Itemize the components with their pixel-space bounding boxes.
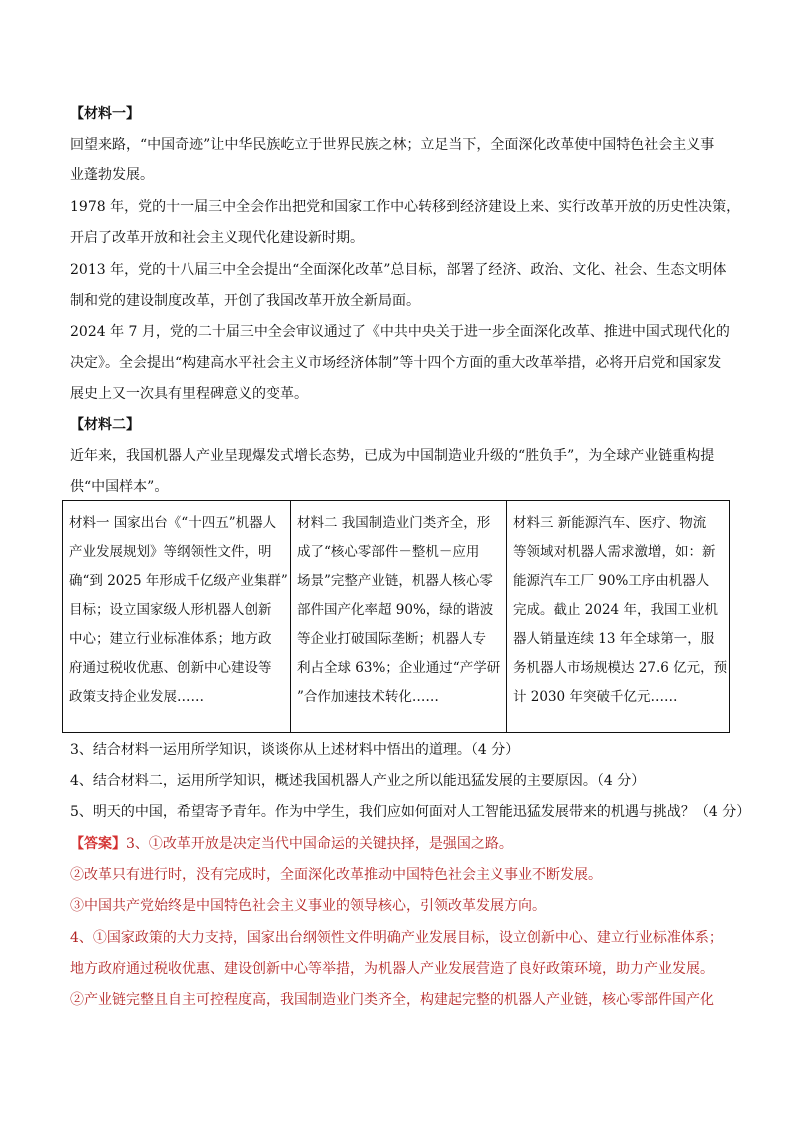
table-cell-material-2 xyxy=(290,501,506,732)
table-cell-line: 府通过税收优惠、创新中心建设等 xyxy=(69,660,272,676)
question-5: 5、明天的中国，希望寄予青年。作为中学生，我们应如何面对人工智能迅猛发展带来的机遇与挑战？（4 分） xyxy=(70,804,751,820)
material1-line: 制和党的建设制度改革，开创了我国改革开放全新局面。 xyxy=(70,293,420,309)
table-cell-line: 计 2030 年突破千亿元…… xyxy=(513,689,678,705)
table-cell-line: 中心；建立行业标准体系；地方政 xyxy=(69,631,272,647)
table-cell-line: 务机器人市场规模达 27.6 亿元，预 xyxy=(513,660,728,676)
table-cell-line: 材料二 我国制造业门类齐全，形 xyxy=(297,515,491,531)
table-cell-line: 目标；设立国家级人形机器人创新 xyxy=(69,602,272,618)
material2-heading: 【材料二】 xyxy=(70,417,140,433)
table-cell-line: 政策支持企业发展…… xyxy=(69,689,204,705)
answer-tag: 【答案】 xyxy=(70,836,126,852)
table-cell-material-1 xyxy=(63,501,290,732)
table-cell-line: ”合作加速技术转化…… xyxy=(297,689,439,705)
table-cell-line: 利占全球 63%；企业通过“产学研 xyxy=(297,660,501,676)
material1-line: 回望来路，“中国奇迹”让中华民族屹立于世界民族之林；立足当下，全面深化改革使中国特色社会主义事 xyxy=(70,137,715,153)
answer-first-line xyxy=(70,834,730,854)
table-cell-line: 产业发展规划》等纲领性文件，明 xyxy=(69,544,272,560)
table-cell-line: 完成。截止 2024 年，我国工业机 xyxy=(513,602,718,618)
material1-line: 2013 年，党的十八届三中全会提出“全面深化改革”总目标，部署了经济、政治、文化、社会、生态文明体 xyxy=(70,262,727,278)
table-cell-line: 确“到 2025 年形成千亿级产业集群” xyxy=(69,573,288,589)
material1-line: 1978 年，党的十一届三中全会作出把党和国家工作中心转移到经济建设上来、实行改革开放的历史性决策， xyxy=(70,199,741,215)
material1-line: 业蓬勃发展。 xyxy=(70,167,154,183)
table-cell-line: 场景”完整产业链，机器人核心零 xyxy=(297,573,493,589)
table-cell-material-3 xyxy=(506,501,729,732)
material1-line: 开启了改革开放和社会主义现代化建设新时期。 xyxy=(70,230,364,246)
answer-line: ②改革只有进行时，没有完成时，全面深化改革推动中国特色社会主义事业不断发展。 xyxy=(70,867,602,883)
material1-heading: 【材料一】 xyxy=(70,106,140,122)
table-cell-line: 部件国产化率超 90%，绿的谐波 xyxy=(297,602,494,618)
material2-line: 供“中国样本”。 xyxy=(70,479,169,495)
materials-table xyxy=(62,500,730,733)
question-4: 4、结合材料二，运用所学知识，概述我国机器人产业之所以能迅猛发展的主要原因。（4 分） xyxy=(70,773,646,789)
question-3: 3、结合材料一运用所学知识，谈谈你从上述材料中悟出的道理。（4 分） xyxy=(70,742,520,758)
answer-line: 地方政府通过税收优惠、建设创新中心等举措，为机器人产业发展营造了良好政策环境，助力产业发展。 xyxy=(70,961,714,977)
table-cell-line: 等领域对机器人需求激增，如：新 xyxy=(513,544,716,560)
material1-line: 2024 年 7 月，党的二十届三中全会审议通过了《中共中央关于进一步全面深化改革、推进中国式现代化的 xyxy=(70,324,730,340)
answer-text: 3、①改革开放是决定当代中国命运的关键抉择，是强国之路。 xyxy=(126,836,513,852)
answer-line: 4、①国家政策的大力支持，国家出台纲领性文件明确产业发展目标，设立创新中心、建立行业标准体系； xyxy=(70,930,723,946)
material1-line: 展史上又一次具有里程碑意义的变革。 xyxy=(70,386,308,402)
table-cell-line: 材料一 国家出台《“十四五”机器人 xyxy=(69,515,277,531)
material1-line: 决定》。全会提出“构建高水平社会主义市场经济体制”等十四个方面的重大改革举措，必将开启党和国家发 xyxy=(70,355,722,371)
table-cell-line: 成了“核心零部件－整机－应用 xyxy=(297,544,480,560)
table-cell-line: 能源汽车工厂 90%工序由机器人 xyxy=(513,573,710,589)
table-cell-line: 器人销量连续 13 年全球第一，服 xyxy=(513,631,715,647)
table-cell-line: 材料三 新能源汽车、医疗、物流 xyxy=(513,515,707,531)
material2-line: 近年来，我国机器人产业呈现爆发式增长态势，已成为中国制造业升级的“胜负手”，为全球产业链重构提 xyxy=(70,448,715,464)
answer-line: ②产业链完整且自主可控程度高，我国制造业门类齐全，构建起完整的机器人产业链，核心零部件国产化 xyxy=(70,992,714,1008)
table-cell-line: 等企业打破国际垄断；机器人专 xyxy=(297,631,486,647)
answer-line: ③中国共产党始终是中国特色社会主义事业的领导核心，引领改革发展方向。 xyxy=(70,898,546,914)
